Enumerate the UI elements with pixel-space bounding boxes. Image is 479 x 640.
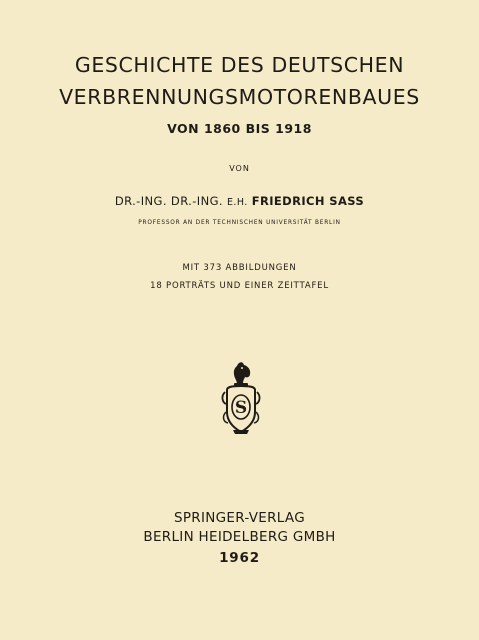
publication-year: 1962: [219, 550, 260, 566]
publisher-location: BERLIN HEIDELBERG GMBH: [143, 529, 336, 545]
author-affiliation: PROFESSOR AN DER TECHNISCHEN UNIVERSITÄT BERLIN: [138, 220, 341, 226]
logo-letter: S: [234, 398, 248, 418]
book-subtitle: VON 1860 BIS 1918: [167, 121, 312, 136]
author-line: [0, 194, 479, 208]
illustrations-count: MIT 373 ABBILDUNGEN: [182, 263, 297, 273]
author-name: FRIEDRICH SASS: [251, 194, 365, 208]
publisher-name: SPRINGER-VERLAG: [173, 510, 305, 526]
book-title-line-1: GESCHICHTE DES DEUTSCHEN: [74, 53, 405, 77]
portraits-and-timeline: 18 PORTRÄTS UND EINER ZEITTAFEL: [150, 281, 329, 291]
book-title-line-2: VERBRENNUNGSMOTORENBAUES: [59, 85, 420, 109]
author-honorary-degree: E.H.: [227, 197, 248, 208]
author-by-label: VON: [229, 164, 250, 173]
springer-chess-knight-logo-icon: [219, 360, 263, 436]
author-degree-prefix: DR.-ING. DR.-ING.: [114, 194, 223, 208]
